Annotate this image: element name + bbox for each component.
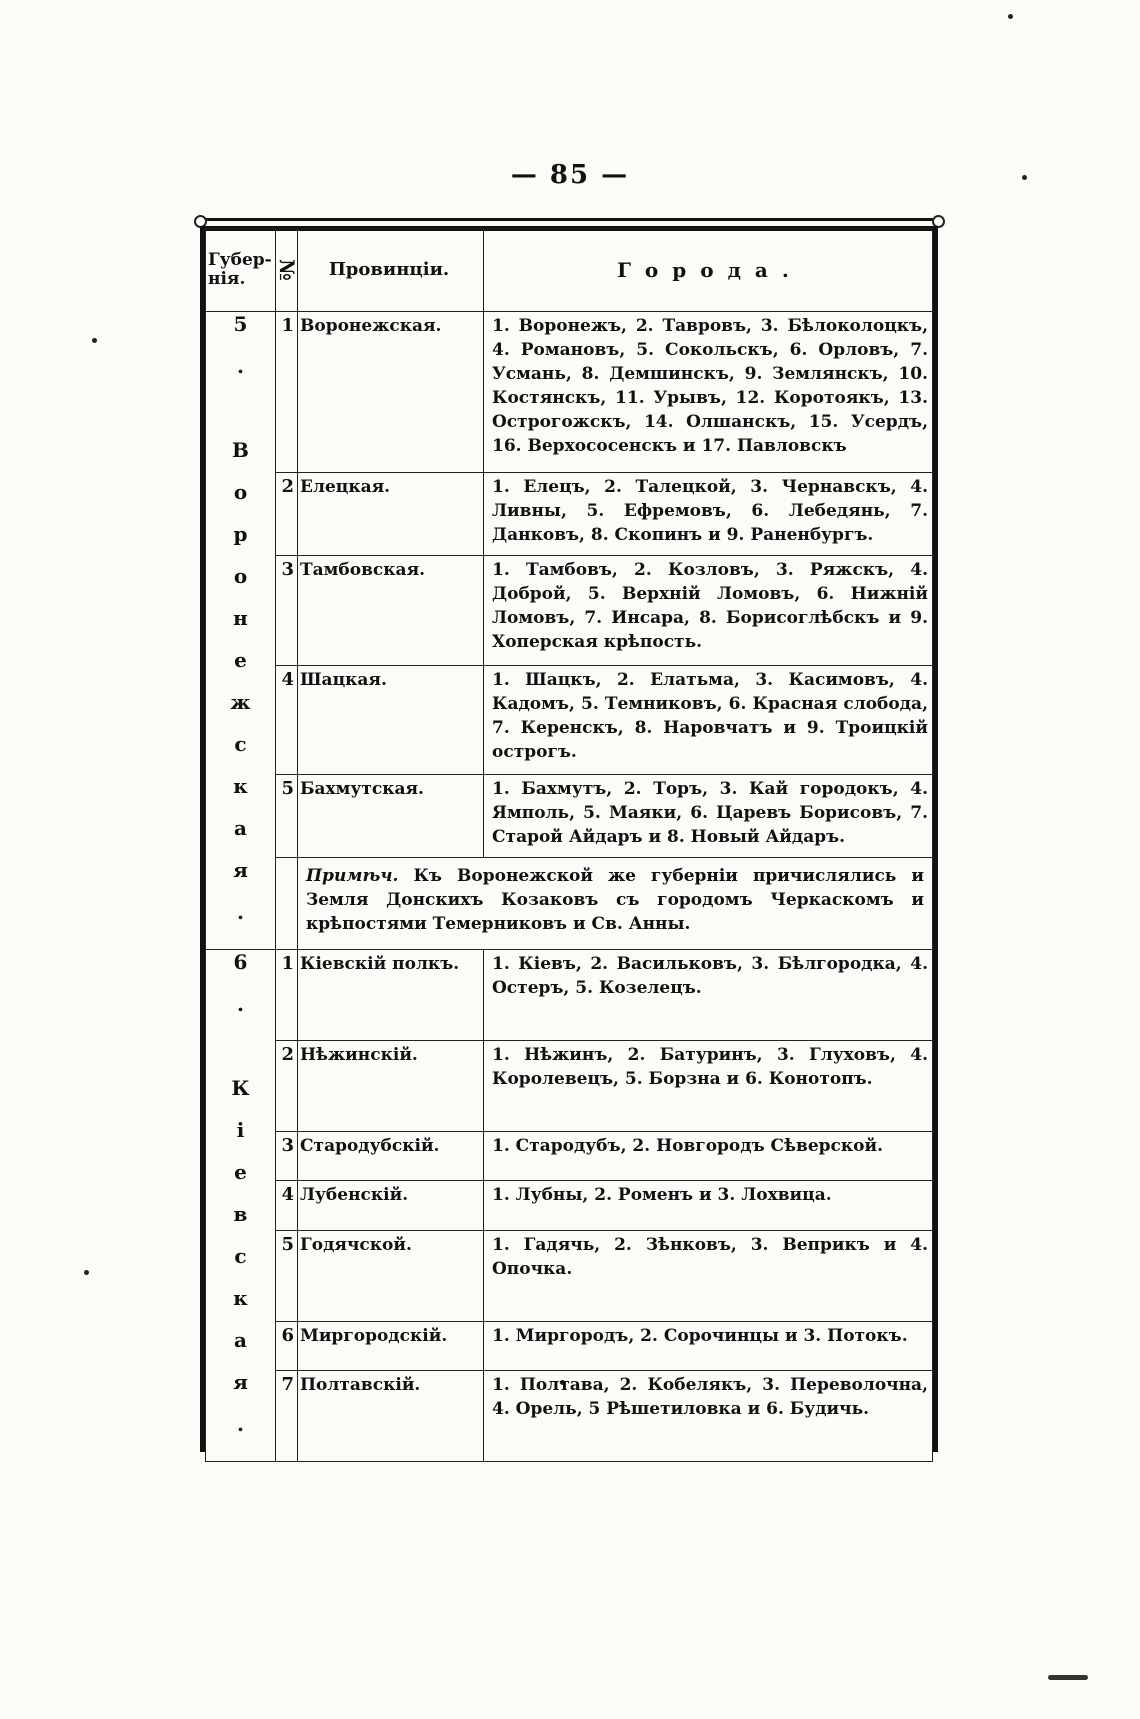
note-cell xyxy=(298,858,933,950)
speck xyxy=(84,1270,89,1275)
province-number: 4 xyxy=(276,1181,298,1231)
table-row xyxy=(206,1371,933,1462)
speck xyxy=(1008,14,1013,19)
province-cities: 1. Елецъ, 2. Талецкой, 3. Чернавскъ, 4. Ливны, 5. Ефремовъ, 6. Лебедянь, 7. Данковъ, 8. Скопинъ и 9. Раненбургъ. xyxy=(484,473,933,556)
province-name: Лубенскій. xyxy=(298,1181,484,1231)
province-number: 2 xyxy=(276,1040,298,1131)
header-cities: Города. xyxy=(484,229,933,312)
province-cities: 1. Бахмутъ, 2. Торъ, 3. Кай городокъ, 4. Ямполь, 5. Маяки, 6. Царевъ Борисовъ, 7. Старой Айдаръ и 8. Новый Айдаръ. xyxy=(484,774,933,857)
page-number: — 85 — xyxy=(510,160,630,190)
province-number: 2 xyxy=(276,473,298,556)
table-row xyxy=(206,473,933,556)
table-row xyxy=(206,950,933,1041)
province-name: Воронежская. xyxy=(298,312,484,473)
table-row xyxy=(206,1230,933,1321)
header-number xyxy=(276,229,298,312)
province-number: 5 xyxy=(276,774,298,857)
province-name: Миргородскій. xyxy=(298,1321,484,1371)
table-row xyxy=(206,665,933,774)
table-row xyxy=(206,1040,933,1131)
province-cities: 1. Гадячь, 2. Зѣнковъ, 3. Веприкъ и 4. Опочка. xyxy=(484,1230,933,1321)
header-gubernia: Губер-нія. xyxy=(206,229,276,312)
header-province: Провинціи. xyxy=(298,229,484,312)
gubernia-cell xyxy=(206,312,276,950)
province-name: Бахмутская. xyxy=(298,774,484,857)
province-cities: 1. Кіевъ, 2. Васильковъ, 3. Бѣлгородка, 4. Остеръ, 5. Козелецъ. xyxy=(484,950,933,1041)
ink-smudge xyxy=(1048,1675,1088,1680)
province-cities: 1. Шацкъ, 2. Елатьма, 3. Касимовъ, 4. Кадомъ, 5. Темниковъ, 6. Красная слобода, 7. Керенскъ, 8. Наровчатъ и 9. Троицкій острогъ. xyxy=(484,665,933,774)
province-number: 1 xyxy=(276,950,298,1041)
speck xyxy=(92,338,97,343)
province-name: Шацкая. xyxy=(298,665,484,774)
province-cities: 1. Полтава, 2. Кобелякъ, 3. Переволочна, 4. Орель, 5 Рѣшетиловка и 6. Будичь. xyxy=(484,1371,933,1462)
gubernia-cell xyxy=(206,950,276,1462)
province-cities: 1. Миргородъ, 2. Сорочинцы и 3. Потокъ. xyxy=(484,1321,933,1371)
speck xyxy=(1022,175,1027,180)
province-number: 3 xyxy=(276,1131,298,1181)
table-row xyxy=(206,774,933,857)
province-cities: 1. Воронежъ, 2. Тавровъ, 3. Бѣлоколоцкъ, 4. Романовъ, 5. Сокольскъ, 6. Орловъ, 7. Усмань, 8. Демшинскъ, 9. Землянскъ, 10. Костянскъ, 11. Урывъ, 12. Коротоякъ, 13. Острогожскъ, 14. Олшанскъ, 15. Усердъ, 16. Верхососенскъ и 17. Павловскъ xyxy=(484,312,933,473)
province-cities: 1. Тамбовъ, 2. Козловъ, 3. Ряжскъ, 4. Доброй, 5. Верхній Ломовъ, 6. Нижній Ломовъ, 7. Инсара, 8. Борисоглѣбскъ и 9. Хоперская крѣпость. xyxy=(484,556,933,665)
province-number: 5 xyxy=(276,1230,298,1321)
province-name: Тамбовская. xyxy=(298,556,484,665)
note-row xyxy=(206,858,933,950)
table-row xyxy=(206,312,933,473)
province-number: 4 xyxy=(276,665,298,774)
table-header-row xyxy=(206,229,933,312)
province-name: Нѣжинскій. xyxy=(298,1040,484,1131)
note-spacer xyxy=(276,858,298,950)
province-number: 7 xyxy=(276,1371,298,1462)
gubernia-name: 5. Воронежская. xyxy=(228,312,253,942)
table-row xyxy=(206,1181,933,1231)
cities-table-frame xyxy=(200,226,938,1452)
gubernia-name: 6. Кіевская. xyxy=(228,950,253,1454)
province-number: 3 xyxy=(276,556,298,665)
section-voronezh xyxy=(206,312,933,950)
note-label: Примѣч. xyxy=(306,866,399,887)
province-name: Годячской. xyxy=(298,1230,484,1321)
note-text: Къ Воронежской же губерніи причислялись и Земля Донскихъ Козаковъ съ городомъ Черкаскомъ и крѣпостями Темерниковъ и Св. Анны. xyxy=(306,866,924,935)
province-number: 6 xyxy=(276,1321,298,1371)
section-kiev xyxy=(206,950,933,1462)
table-row xyxy=(206,556,933,665)
province-name: Полтавскій. xyxy=(298,1371,484,1462)
cities-table xyxy=(205,228,933,1462)
province-name: Кіевскій полкъ. xyxy=(298,950,484,1041)
table-row xyxy=(206,1131,933,1181)
province-name: Елецкая. xyxy=(298,473,484,556)
province-number: 1 xyxy=(276,312,298,473)
province-cities: 1. Нѣжинъ, 2. Батуринъ, 3. Глуховъ, 4. Королевецъ, 5. Борзна и 6. Конотопъ. xyxy=(484,1040,933,1131)
province-name: Стародубскій. xyxy=(298,1131,484,1181)
province-cities: 1. Стародубъ, 2. Новгородъ Сѣверской. xyxy=(484,1131,933,1181)
number-sign: № xyxy=(274,259,299,281)
province-cities: 1. Лубны, 2. Роменъ и 3. Лохвица. xyxy=(484,1181,933,1231)
table-row xyxy=(206,1321,933,1371)
